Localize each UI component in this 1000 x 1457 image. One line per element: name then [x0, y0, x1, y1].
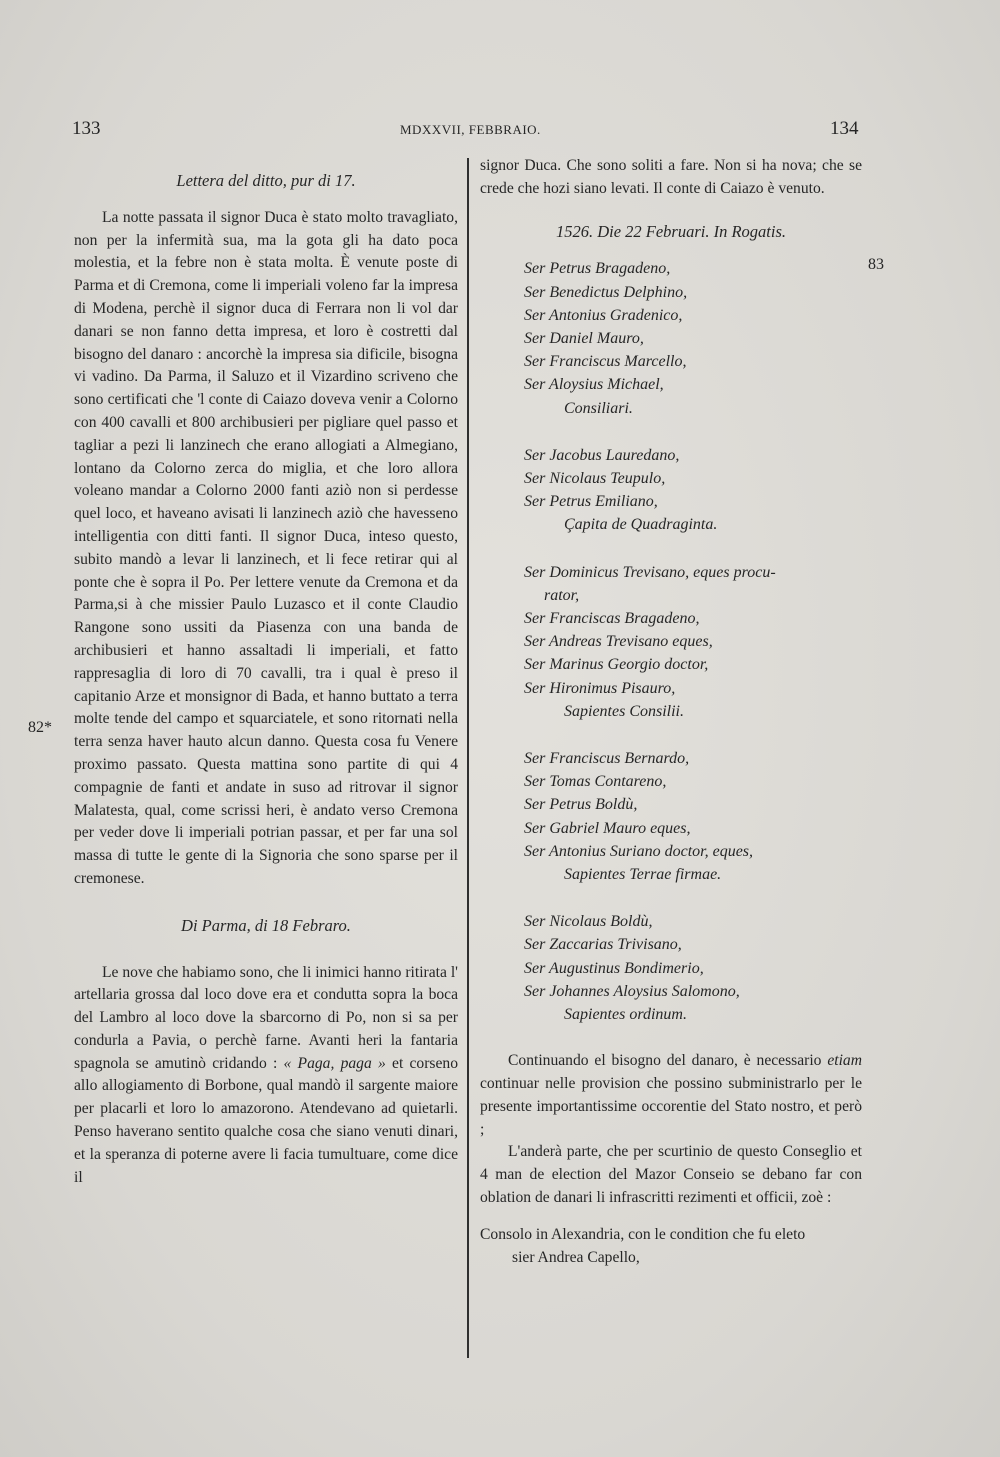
name-entry: Ser Petrus Boldù,	[524, 796, 638, 814]
name-entry: Ser Petrus Bragadeno,	[524, 260, 671, 278]
name-entry: Ser Nicolaus Teupulo,	[524, 470, 666, 488]
consolo-line-2: sier Andrea Capello,	[512, 1248, 640, 1266]
name-entry: Ser Nicolaus Boldù,	[524, 913, 653, 931]
name-entry: Ser Daniel Mauro,	[524, 330, 644, 347]
name-entry: Ser Franciscus Bernardo,	[524, 750, 690, 768]
name-entry: Ser Dominicus Trevisano, eques procu-	[524, 563, 776, 581]
name-entry: Ser Andreas Trevisano eques,	[524, 633, 713, 651]
name-entry: Ser Gabriel Mauro eques,	[524, 819, 691, 837]
left-page-number: 133	[72, 118, 101, 139]
group-role: Consiliari.	[564, 399, 633, 417]
name-entry: Ser Tomas Contareno,	[524, 773, 667, 791]
rogatis-heading: 1526. Die 22 Februari. In Rogatis.	[555, 221, 787, 241]
group-role: Sapientes ordinum.	[564, 1006, 687, 1024]
column-divider	[467, 158, 469, 1358]
parma-quote: « Paga, paga »	[283, 1054, 386, 1072]
continuando-text-a: Continuando el bisogno del danaro, è necessario	[508, 1052, 822, 1070]
parma-text-b: et corseno allo allogiamento di Borbone, qual mandò il sargente maiore per placarli et loro lo amazorono. Atendevano ad quietarli. Penso haverano sentito qualche cosa che siano venuti dinari, et la speranza di poterne avere li facia tumultuare, come dice il	[74, 1054, 458, 1186]
name-entry: Ser Hironimus Pisauro,	[524, 679, 676, 697]
parma-heading: Di Parma, di 18 Febraro.	[181, 915, 351, 935]
letter-heading: Lettera del ditto, pur di 17.	[176, 171, 356, 190]
name-entry: Ser Petrus Emiliano,	[524, 493, 658, 511]
name-entry: Ser Antonius Suriano doctor, eques,	[524, 842, 754, 860]
group-role: Sapientes Terrae firmae.	[564, 866, 722, 884]
group-role: Çapita de Quadraginta.	[564, 516, 718, 534]
left-column	[74, 170, 458, 1189]
name-entry: Ser Antonius Gradenico,	[524, 306, 683, 324]
right-page-number: 134	[830, 118, 859, 139]
running-title: MDXXVII, FEBBRAIO.	[400, 122, 541, 137]
name-group-consiliari	[480, 257, 862, 419]
name-group-consilii	[480, 561, 862, 723]
name-entry: Ser Franciscus Marcello,	[524, 353, 687, 371]
andera-paragraph: L'anderà parte, che per scurtinio de questo Conseglio et 4 man de election del Mazor Conseio se debano far con oblation de danari li infrascritti rezimenti et officii, zoè :	[480, 1143, 862, 1207]
parma-paragraph	[74, 962, 458, 1190]
margin-note-left: 82*	[28, 719, 52, 736]
continuando-paragraph	[480, 1050, 862, 1141]
name-entry: Ser Johannes Aloysius Salomono,	[524, 982, 740, 1000]
name-group-terrae-firmae	[480, 747, 862, 886]
name-entry: Ser Jacobus Lauredano,	[524, 446, 680, 464]
name-entry: Ser Augustinus Bondimerio,	[524, 959, 704, 977]
name-entry-continuation: rator,	[544, 586, 580, 604]
consolo-line-1: Consolo in Alexandria, con le condition che fu eleto	[480, 1225, 806, 1243]
name-entry: Ser Benedictus Delphino,	[524, 283, 688, 301]
name-group-ordinum	[480, 910, 862, 1026]
margin-note-right: 83	[868, 256, 884, 273]
letter-paragraph: La notte passata il signor Duca è stato molto travagliato, non per la infermità sua, ma la gota gli ha dato poca molestia, et la febre non è stata molta. È venute poste di Parma et di Cremona, come li imperiali voleno far la impresa di Modena, perchè il signor duca di Ferrara non li vol dar danari se non fanno detta impresa, et loro è costretti dal bisogno del danaro : ancorchè la impresa sia dificile, bisogna vi vadino. Da Parma, il Saluzo et il Vizardino scriveno che sono certificati che 'l conte di Caiazo doveva venir a Colorno con 400 cavalli et 800 archibusieri per pigliare quel passo et tagliar a pezi li lanzinech che erano allogiati a Almegiano, lontano da Colorno zerca do miglia, et che loro allora voleano mandar a Colorno 2000 fanti aziò non si perdesse quel loco, et haveano avisati li lanzinech aziò che havesseno intelligentia con ditti fanti. Il signor Duca, inteso questo, subito mandò a levar li lanzinech, et li fece retirar qui al ponte che è sopra il Po. Per lettere venute da Cremona et da Parma,si à che missier Paulo Luzasco et il conte Claudio Rangone sono ussiti da Piasenza con una banda de archibusieri et hanno assaltadi li imperiali, et fatto rappresaglia di loro di 70 cavalli, tra i qual è preso il capitanio Arze et monsignor di Bada, et hanno buttato a terra molte tende del campo et squarciatele, et sono ritornati nella terra senza haver hauto alcun danno. Questa cosa fu Venere proximo passato. Questa mattina sono partite di qui 4 compagnie de fanti et andate in suso ad ritrovar il signor Malatesta, qual, come scrissi heri, è andato verso Cremona per veder dove li imperiali potrian passar, et per far una sol massa di tutte le gente di la Signoria che sono sparse per il cremonese.	[74, 208, 458, 887]
name-entry: Ser Marinus Georgio doctor,	[524, 656, 709, 674]
continued-paragraph: signor Duca. Che sono soliti a fare. Non si ha nova; che se crede che hozi siano levati. Il conte di Caiazo è venuto.	[480, 157, 862, 197]
parma-text-a: Le nove che habiamo sono, che li inimici hanno ritirata l' artellaria grossa dal loco dove era et condutta sopra la boca del Lambro al loco dove la sbarcorno di Po, non si sa per condurla a Pavia, o perchè farne. Avanti heri la fantaria spagnola se amutinò cridando :	[74, 963, 458, 1072]
name-group-quadraginta	[480, 444, 862, 537]
etiam-word: etiam	[827, 1052, 862, 1070]
name-entry: Ser Aloysius Michael,	[524, 376, 664, 394]
right-column	[480, 155, 862, 1269]
group-role: Sapientes Consilii.	[564, 702, 684, 720]
name-entry: Ser Zaccarias Trivisano,	[524, 936, 682, 954]
continuando-text-b: continuar nelle provision che possino subministrarlo per le presente importantissime occorentie del Stato nostro, et però ;	[480, 1075, 862, 1138]
name-entry: Ser Franciscas Bragadeno,	[524, 610, 700, 628]
